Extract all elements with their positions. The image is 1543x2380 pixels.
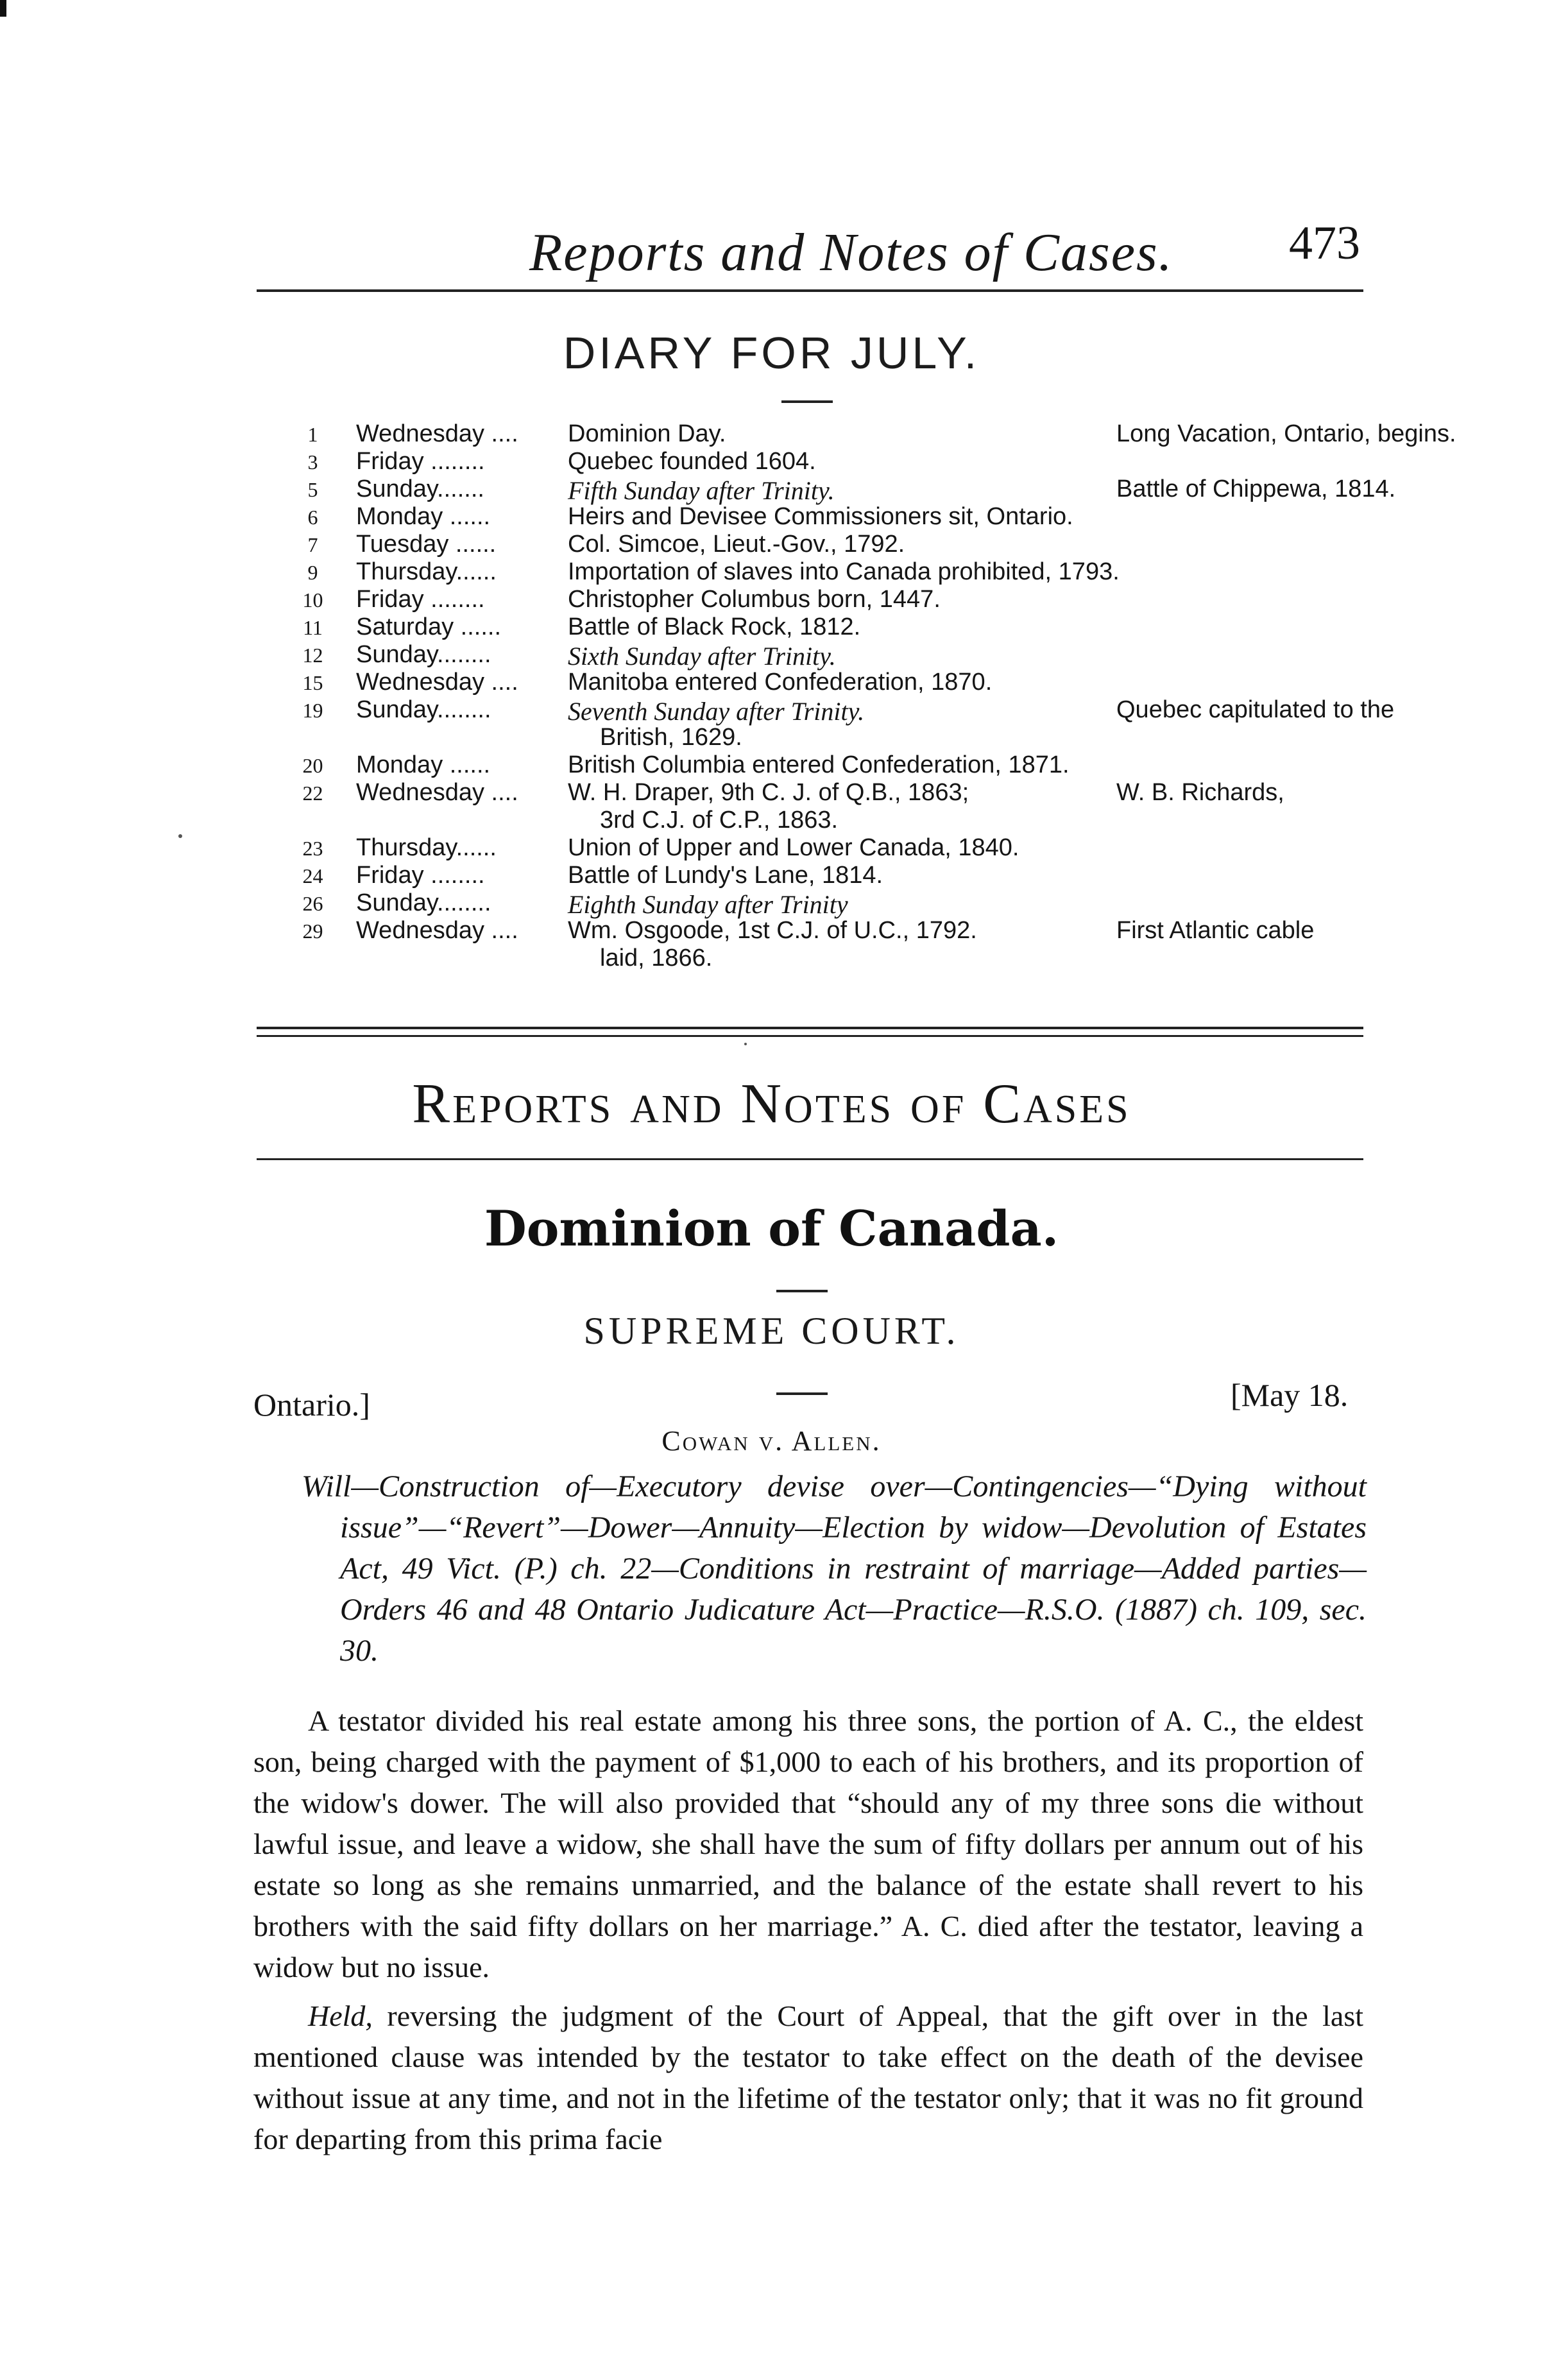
diary-day: 19 bbox=[302, 699, 323, 722]
diary-day: 10 bbox=[302, 588, 323, 612]
diary-day: 24 bbox=[302, 864, 323, 887]
diary-weekday: Sunday........ bbox=[356, 889, 491, 916]
diary-event: Manitoba entered Confederation, 1870. bbox=[568, 669, 993, 696]
diary-entry bbox=[282, 531, 1373, 558]
diary-weekday: Thursday...... bbox=[356, 558, 497, 585]
diary-title: DIARY FOR JULY. bbox=[563, 328, 980, 378]
diary-entry bbox=[282, 917, 1373, 945]
diary-event: British, 1629. bbox=[600, 724, 742, 751]
diary-event: Dominion Day. bbox=[568, 420, 726, 447]
diary-event: Union of Upper and Lower Canada, 1840. bbox=[568, 834, 1019, 861]
diary-event-extra: Battle of Chippewa, 1814. bbox=[1116, 475, 1396, 502]
running-title: Reports and Notes of Cases. bbox=[529, 223, 1173, 282]
diary-day: 22 bbox=[302, 782, 323, 805]
diary-list bbox=[282, 420, 1456, 972]
diary-weekday: Friday ........ bbox=[356, 448, 485, 475]
headnote: Will—Construction of—Executory devise over—Contingencies—“Dying without issue”—“Revert”—Dower—Annuity—Election by widow—Devolution of Estates Act, 49 Vict. (P.) ch. 22—Conditions in restraint of marriage—Added parties—Orders 46 and 48 Ontario Judicature Act—Practice—R.S.O. (1887) ch. 109, sec. 30. bbox=[302, 1469, 1367, 1668]
diary-event: Wm. Osgoode, 1st C.J. of U.C., 1792. bbox=[568, 917, 977, 944]
diary-weekday: Wednesday .... bbox=[356, 917, 518, 944]
diary-entry bbox=[282, 696, 1395, 726]
diary-entry bbox=[282, 586, 1373, 613]
head-rule bbox=[257, 289, 1363, 292]
diary-day: 29 bbox=[302, 920, 323, 943]
diary-weekday: Wednesday .... bbox=[356, 420, 518, 447]
diary-weekday: Tuesday ...... bbox=[356, 531, 497, 558]
diary-weekday: Friday ........ bbox=[356, 586, 485, 613]
short-rule bbox=[776, 1290, 828, 1292]
diary-entry bbox=[282, 945, 1373, 972]
case-paragraph: A testator divided his real estate among his three sons, the portion of A. C., the eldest son, being charged with the payment of $1,000 to each of his brothers, and its proportion of the widow's dower. The will also provided that “should any of my three sons die without lawful issue, and leave a widow, she shall have the sum of fifty dollars per annum out of his estate so long as she remains unmarried, and the balance of the estate shall revert to his brothers with the said fifty dollars on her marriage.” A. C. died after the testator, leaving a widow but no issue. bbox=[253, 1704, 1363, 1983]
diary-day: 20 bbox=[302, 754, 323, 777]
diary-day: 9 bbox=[307, 561, 318, 584]
diary-event: laid, 1866. bbox=[600, 945, 713, 972]
held-lead: Held, bbox=[308, 1999, 373, 2032]
held-text: reversing the judgment of the Court of Appeal, that the gift over in the last mentioned clause was intended by the testator to take effect on the death of the devisee without issue at any time, and not in the lifetime of the testator only; that it was no fit ground for departing from this prima facie bbox=[253, 1999, 1363, 2155]
diary-event-extra: W. B. Richards, bbox=[1116, 779, 1284, 806]
diary-event bbox=[568, 889, 848, 920]
diary-event bbox=[568, 641, 836, 671]
diary-event-italic: Sixth Sunday after Trinity. bbox=[568, 642, 836, 671]
diary-day: 15 bbox=[302, 671, 323, 694]
diary-weekday: Thursday...... bbox=[356, 834, 497, 861]
short-rule bbox=[776, 1392, 828, 1395]
diary-event: Importation of slaves into Canada prohibited, 1793. bbox=[568, 558, 1120, 585]
diary-entry bbox=[282, 503, 1373, 531]
diary-entry bbox=[282, 807, 1373, 834]
case-date: [May 18. bbox=[1231, 1377, 1349, 1413]
diary-weekday: Sunday........ bbox=[356, 696, 491, 723]
case-name: Cowan v. Allen. bbox=[661, 1425, 882, 1457]
diary-event-italic: Seventh Sunday after Trinity. bbox=[568, 697, 865, 726]
diary-entry bbox=[282, 420, 1456, 448]
diary-weekday: Saturday ...... bbox=[356, 613, 501, 640]
diary-weekday: Wednesday .... bbox=[356, 779, 518, 806]
jurisdiction-heading: Dominion of Canada. bbox=[484, 1200, 1059, 1257]
section-title: Reports and Notes of Cases bbox=[412, 1073, 1131, 1135]
section-rule bbox=[257, 1158, 1363, 1160]
diary-event: Christopher Columbus born, 1447. bbox=[568, 586, 941, 613]
diary-weekday: Sunday........ bbox=[356, 641, 491, 668]
diary-event: Heirs and Devisee Commissioners sit, Ontario. bbox=[568, 503, 1073, 530]
diary-day: 7 bbox=[307, 533, 318, 556]
diary-event bbox=[568, 475, 835, 506]
running-head bbox=[257, 217, 1363, 292]
diary-entry bbox=[282, 558, 1373, 586]
diary-event: British Columbia entered Confederation, 1871. bbox=[568, 751, 1070, 778]
diary-entry bbox=[282, 751, 1373, 779]
diary-event: Battle of Lundy's Lane, 1814. bbox=[568, 862, 883, 889]
diary-event: Quebec founded 1604. bbox=[568, 448, 816, 475]
page-number: 473 bbox=[1289, 217, 1360, 270]
diary-entry bbox=[282, 475, 1396, 505]
diary-entry bbox=[282, 834, 1373, 862]
diary-entry bbox=[282, 448, 1373, 475]
double-rule bbox=[257, 1027, 1363, 1029]
diary-day: 1 bbox=[307, 423, 318, 446]
diary-event-extra: Quebec capitulated to the bbox=[1116, 696, 1395, 723]
diary-entry bbox=[282, 889, 1373, 917]
diary-weekday: Wednesday .... bbox=[356, 669, 518, 696]
diary-entry bbox=[282, 862, 1373, 889]
page-speck bbox=[178, 834, 182, 838]
diary-event: 3rd C.J. of C.P., 1863. bbox=[600, 807, 839, 834]
diary-event bbox=[568, 696, 864, 726]
diary-weekday: Monday ...... bbox=[356, 503, 491, 530]
diary-entry bbox=[282, 613, 1373, 641]
diary-day: 3 bbox=[307, 450, 318, 474]
diary-day: 26 bbox=[302, 892, 323, 915]
province-label: Ontario.] bbox=[253, 1387, 370, 1423]
diary-event-italic: Fifth Sunday after Trinity. bbox=[568, 476, 835, 505]
court-heading: SUPREME COURT. bbox=[583, 1310, 960, 1352]
diary-entry bbox=[282, 669, 1373, 696]
diary-event-extra: Long Vacation, Ontario, begins. bbox=[1116, 420, 1456, 447]
margin-mark bbox=[0, 0, 6, 17]
diary-event-italic: Eighth Sunday after Trinity bbox=[568, 890, 848, 919]
diary-day: 12 bbox=[302, 644, 323, 667]
diary-entry bbox=[282, 779, 1373, 807]
diary-event: Battle of Black Rock, 1812. bbox=[568, 613, 861, 640]
double-rule bbox=[257, 1035, 1363, 1037]
short-rule bbox=[781, 400, 833, 403]
diary-entry bbox=[282, 641, 1373, 669]
diary-event: W. H. Draper, 9th C. J. of Q.B., 1863; bbox=[568, 779, 969, 806]
diary-day: 5 bbox=[307, 478, 318, 501]
diary-weekday: Friday ........ bbox=[356, 862, 485, 889]
diary-weekday: Sunday....... bbox=[356, 475, 484, 502]
diary-day: 11 bbox=[303, 616, 323, 639]
diary-day: 23 bbox=[302, 837, 323, 860]
diary-event-extra: First Atlantic cable bbox=[1116, 917, 1315, 944]
diary-day: 6 bbox=[307, 506, 318, 529]
diary-event: Col. Simcoe, Lieut.-Gov., 1792. bbox=[568, 531, 905, 558]
diary-entry bbox=[282, 724, 1373, 751]
diary-weekday: Monday ...... bbox=[356, 751, 491, 778]
case-paragraph bbox=[253, 1996, 1363, 2160]
page-speck bbox=[744, 1043, 747, 1045]
